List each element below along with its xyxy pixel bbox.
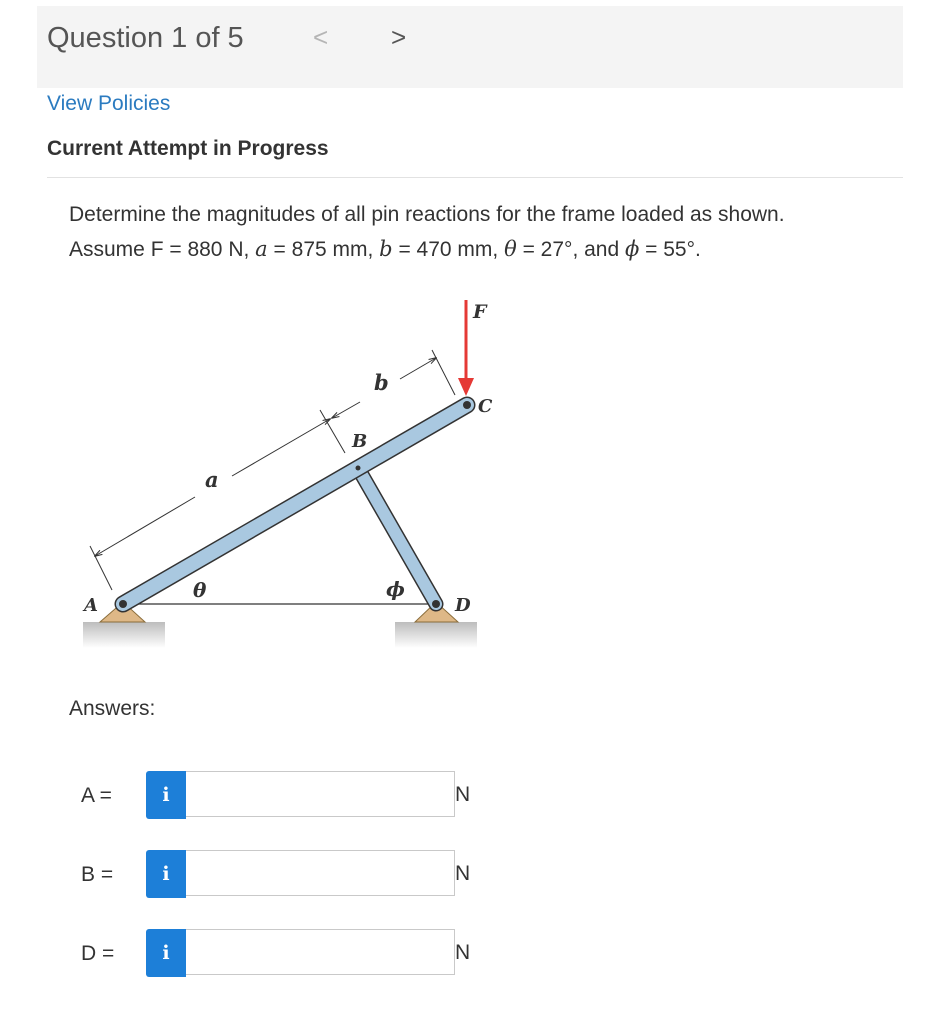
label-d: D bbox=[455, 595, 471, 616]
ground-a bbox=[83, 622, 165, 648]
attempt-status: Current Attempt in Progress bbox=[47, 137, 329, 160]
answer-row-a bbox=[0, 771, 939, 821]
pin-d bbox=[432, 600, 440, 608]
dim-a-extension-b bbox=[320, 410, 345, 453]
answers-label: Answers: bbox=[69, 697, 156, 720]
dim-b-line-2 bbox=[400, 358, 436, 379]
info-icon[interactable]: i bbox=[146, 929, 186, 977]
label-f: F bbox=[473, 301, 487, 323]
label-phi: ϕ bbox=[386, 577, 405, 601]
answer-label-b: B = bbox=[81, 863, 114, 886]
divider bbox=[47, 177, 903, 178]
question-line-1: Determine the magnitudes of all pin reactions for the frame loaded as shown. bbox=[69, 203, 785, 226]
question-header bbox=[37, 6, 903, 88]
pin-a bbox=[119, 600, 127, 608]
next-question-button[interactable]: > bbox=[391, 22, 407, 52]
pin-b bbox=[356, 466, 361, 471]
force-f-arrowhead bbox=[458, 378, 474, 396]
previous-question-button[interactable]: < bbox=[313, 22, 329, 52]
pin-c bbox=[463, 401, 471, 409]
label-c: C bbox=[478, 396, 493, 417]
info-icon[interactable]: i bbox=[146, 850, 186, 898]
answer-label-a: A = bbox=[81, 784, 112, 807]
answer-input-a[interactable] bbox=[186, 771, 455, 817]
label-dim-a: a bbox=[205, 467, 219, 492]
answer-input-d[interactable] bbox=[186, 929, 455, 975]
dim-a-line-2 bbox=[232, 419, 330, 476]
dim-b-line-1 bbox=[332, 402, 360, 418]
answer-unit-b: N bbox=[455, 862, 471, 885]
question-text bbox=[69, 198, 889, 267]
answer-row-d bbox=[0, 929, 939, 979]
frame-diagram bbox=[70, 290, 493, 660]
view-policies-link[interactable]: View Policies bbox=[47, 92, 171, 115]
question-line-2: Assume F = 880 N, a = 875 mm, b = 470 mm, θ = 27°, and ϕ = 55°. bbox=[69, 237, 701, 261]
answer-unit-d: N bbox=[455, 941, 471, 964]
dim-a-line-1 bbox=[95, 497, 195, 556]
dim-b-extension-c bbox=[432, 350, 455, 395]
label-theta: θ bbox=[193, 578, 207, 602]
question-counter: Question 1 of 5 bbox=[47, 22, 244, 54]
label-dim-b: b bbox=[374, 370, 389, 395]
info-icon[interactable]: i bbox=[146, 771, 186, 819]
label-a-pin: A bbox=[84, 595, 98, 616]
answer-row-b bbox=[0, 850, 939, 900]
answer-label-d: D = bbox=[81, 942, 115, 965]
label-b: B bbox=[352, 431, 368, 452]
ground-d bbox=[395, 622, 477, 648]
answer-unit-a: N bbox=[455, 783, 471, 806]
answer-input-b[interactable] bbox=[186, 850, 455, 896]
